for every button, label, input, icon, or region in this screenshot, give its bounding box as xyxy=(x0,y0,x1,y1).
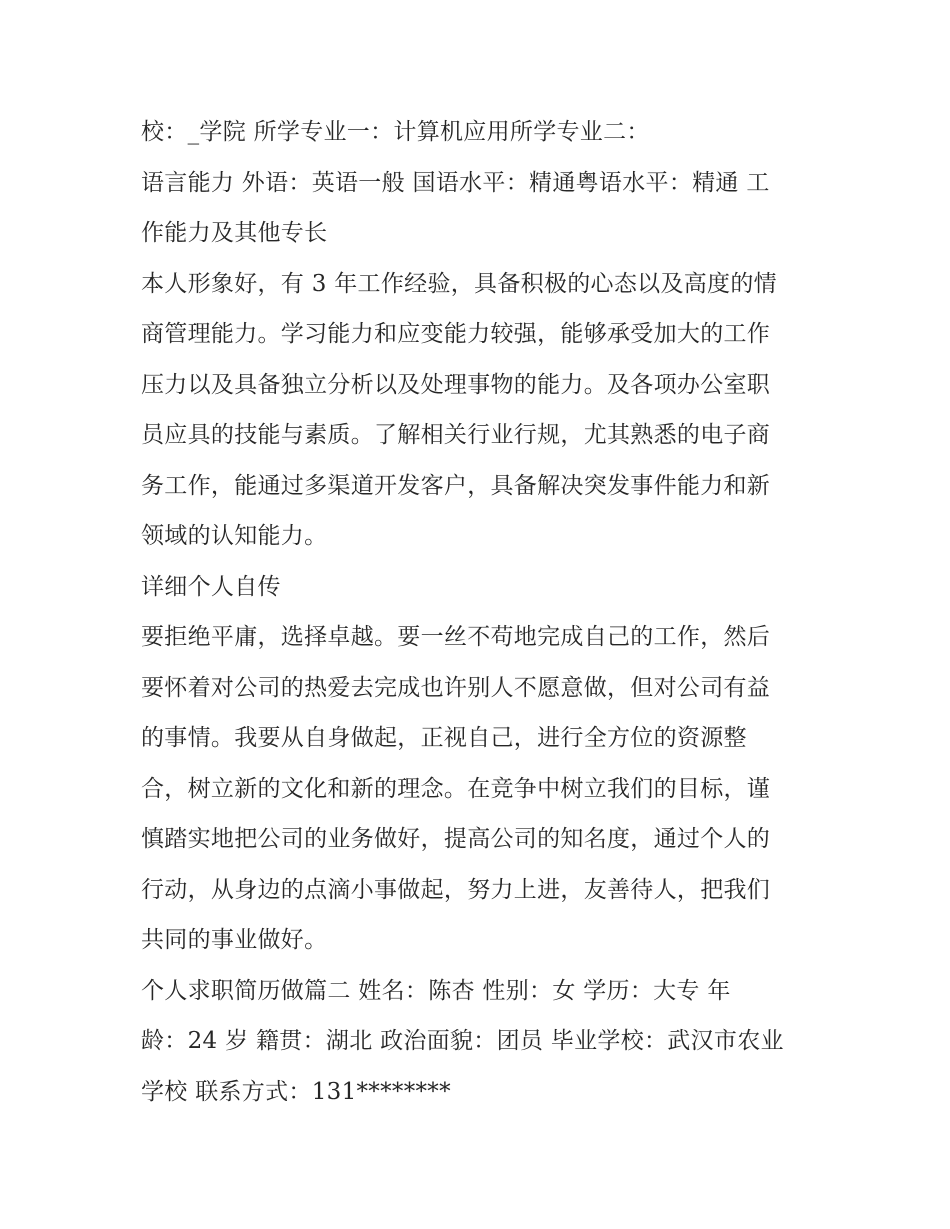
text-line: 商管理能力。学习能力和应变能力较强，能够承受加大的工作 xyxy=(141,321,771,347)
text-line: 员应具的技能与素质。了解相关行业行规，尤其熟悉的电子商 xyxy=(141,422,771,448)
text-line: 校：_学院 所学专业一：计算机应用所学专业二： xyxy=(141,119,650,145)
text-line: 要拒绝平庸，选择卓越。要一丝不苟地完成自己的工作，然后 xyxy=(141,624,771,650)
text-line: 作能力及其他专长 xyxy=(141,220,328,246)
document-body xyxy=(141,107,821,1117)
text-line: 压力以及具备独立分析以及处理事物的能力。及各项办公室职 xyxy=(141,371,771,398)
text-line: 要怀着对公司的热爱去完成也许别人不愿意做，但对公司有益 xyxy=(141,674,771,701)
text-line: 的事情。我要从自身做起，正视自己，进行全方位的资源整 xyxy=(141,725,747,751)
section-heading: 详细个人自传 xyxy=(141,573,281,600)
text-line: 合，树立新的文化和新的理念。在竞争中树立我们的目标，谨 xyxy=(141,775,771,802)
text-line: 慎踏实地把公司的业务做好，提高公司的知名度，通过个人的 xyxy=(141,826,771,852)
text-line: 行动，从身边的点滴小事做起，努力上进，友善待人，把我们 xyxy=(141,876,771,903)
text-line: 龄：24 岁 籍贯：湖北 政治面貌：团员 毕业学校：武汉市农业 xyxy=(141,1028,784,1054)
text-line: 语言能力 外语：英语一般 国语水平：精通粤语水平：精通 工 xyxy=(141,169,770,196)
text-line: 务工作，能通过多渠道开发客户，具备解决突发事件能力和新 xyxy=(141,472,771,499)
text-line: 共同的事业做好。 xyxy=(141,927,328,953)
text-line: 本人形象好，有 3 年工作经验，具备积极的心态以及高度的情 xyxy=(141,270,777,297)
text-line: 学校 联系方式：131******** xyxy=(141,1078,451,1105)
text-line: 领域的认知能力。 xyxy=(141,523,328,549)
text-line: 个人求职简历做篇二 姓名：陈杏 性别：女 学历：大专 年 xyxy=(141,977,731,1004)
